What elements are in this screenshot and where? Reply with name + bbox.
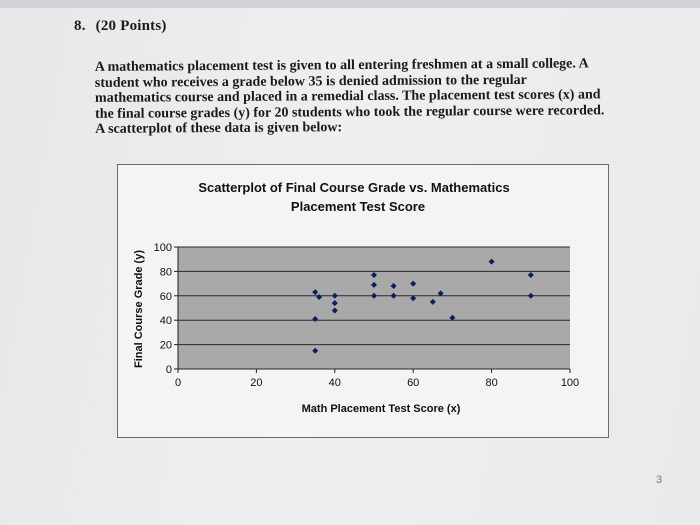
x-axis-label: Math Placement Test Score (x) bbox=[301, 403, 461, 415]
y-tick-label: 60 bbox=[159, 290, 172, 303]
y-tick-label: 40 bbox=[159, 315, 172, 328]
chart-title-line-1: Scatterplot of Final Course Grade vs. Mathematics bbox=[198, 180, 510, 195]
y-tick-label: 100 bbox=[153, 242, 172, 254]
plot-area bbox=[178, 247, 570, 369]
question-points: (20 Points) bbox=[95, 18, 167, 34]
paragraph-line: A mathematics placement test is given to all entering freshmen at a small college. A bbox=[94, 56, 589, 75]
chart-title-line-2: Placement Test Score bbox=[290, 199, 426, 214]
x-tick-label: 60 bbox=[407, 377, 420, 389]
page-number: 3 bbox=[656, 474, 663, 486]
scatterplot-figure bbox=[117, 164, 609, 438]
scatterplot-svg bbox=[118, 165, 608, 437]
x-tick-label: 100 bbox=[560, 377, 580, 389]
paragraph-line: A scatterplot of these data is given below: bbox=[95, 120, 343, 137]
y-tick-label: 80 bbox=[159, 266, 172, 279]
x-tick-label: 0 bbox=[174, 377, 182, 389]
top-strip bbox=[0, 0, 700, 8]
paragraph-line: student who receives a grade below 35 is denied admission to the regular bbox=[94, 72, 527, 91]
question-header bbox=[74, 18, 167, 35]
question-number: 8. bbox=[74, 18, 86, 34]
question-paragraph bbox=[95, 56, 636, 137]
y-axis-label: Final Course Grade (y) bbox=[133, 250, 145, 368]
y-tick-label: 0 bbox=[165, 364, 172, 376]
x-tick-label: 40 bbox=[328, 377, 341, 389]
x-tick-label: 20 bbox=[250, 377, 263, 389]
paragraph-line: the final course grades (y) for 20 students who took the regular course were recorded. bbox=[95, 102, 605, 122]
paragraph-line: mathematics course and placed in a remedial class. The placement test scores (x) and bbox=[94, 87, 601, 106]
y-tick-label: 20 bbox=[159, 339, 172, 352]
x-tick-label: 80 bbox=[485, 377, 498, 389]
